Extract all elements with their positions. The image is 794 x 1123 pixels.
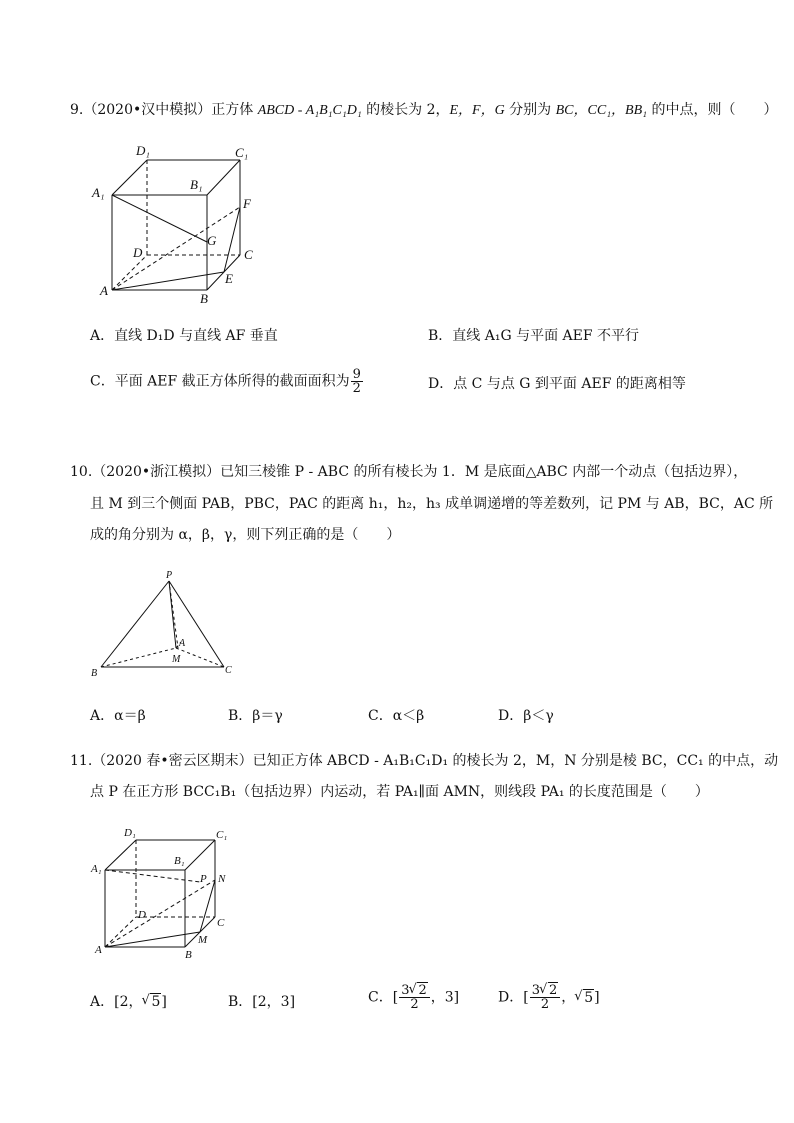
q11-option-a-pre: A．[2， [90, 994, 143, 1010]
q11-option-d[interactable] [498, 984, 600, 1011]
label-b1: B₁ [190, 177, 203, 192]
q10-option-b[interactable]: B．β＝γ [228, 708, 283, 724]
q11-number: 11. [70, 753, 93, 769]
q11-option-c-fraction [399, 984, 430, 1011]
label-e: E [225, 271, 233, 286]
label-d1: D₁ [136, 143, 150, 158]
q10-line2: 且 M 到三个侧面 PAB，PBC，PAC 的距离 h₁，h₂，h₃ 成单调递增的等差数列，记 PM 与 AB，BC，AC 所 [90, 496, 774, 512]
q9-option-c-fraction [351, 368, 363, 395]
label-a1: A₁ [91, 863, 102, 875]
label-b: B [91, 668, 98, 679]
q10-tetrahedron-figure [88, 568, 248, 683]
q10-option-c[interactable]: C．α＜β [368, 708, 425, 724]
q11-option-d-post: ] [594, 989, 600, 1006]
q9-option-d[interactable]: D．点 C 与点 G 到平面 AEF 的距离相等 [428, 376, 686, 392]
q9-stem-b: 的棱长为 2， [361, 102, 450, 118]
q11-option-d-fraction [530, 984, 561, 1011]
label-c: C [244, 247, 253, 262]
q11-option-d-mid: ， [561, 989, 576, 1006]
fraction-num: 9 [352, 367, 361, 382]
q10-option-a[interactable]: A．α＝β [90, 708, 146, 724]
label-a: A [100, 283, 108, 298]
sqrt-2 [540, 984, 558, 997]
q9-cube-svg [90, 135, 270, 310]
q11-option-a[interactable] [90, 992, 167, 1012]
q9-option-b[interactable]: B．直线 A₁G 与平面 AEF 不平行 [428, 328, 640, 344]
label-c: C [217, 917, 225, 929]
q10-source: （2020•浙江模拟） [92, 464, 221, 480]
sqrt-5 [142, 992, 161, 1012]
label-p: P [200, 873, 207, 885]
label-d: D [138, 909, 146, 921]
q9-option-c-text: C．平面 AEF 截正方体所得的截面面积为 [90, 373, 350, 390]
q10-option-d[interactable]: D．β＜γ [498, 708, 554, 724]
q10-tetrahedron-svg [88, 568, 248, 683]
q11-source: （2020 春•密云区期末） [92, 753, 253, 769]
q11-option-b[interactable]: B．[2，3] [228, 994, 296, 1010]
rad: 2 [418, 983, 427, 998]
q9-option-a[interactable]: A．直线 D₁D 与直线 AF 垂直 [90, 328, 278, 344]
q11-cube-figure [88, 822, 248, 962]
q11-line1 [70, 751, 779, 771]
q11-option-c-post: ，3] [430, 989, 460, 1006]
label-b: B [200, 291, 208, 306]
label-b1: B₁ [174, 855, 185, 867]
q10-line3: 成的角分别为 α，β，γ，则下列正确的是（ ） [90, 527, 401, 543]
q9-source: （2020•汉中模拟） [83, 102, 212, 118]
q11-option-d-pre: D．[ [498, 989, 529, 1006]
q9-stem-a: 正方体 [211, 102, 258, 118]
q10-line1-text: 已知三棱锥 P - ABC 的所有棱长为 1．M 是底面△ABC 内部一个动点（包括边界）， [220, 464, 748, 480]
sqrt-5 [575, 988, 594, 1008]
label-a1: A₁ [92, 185, 105, 200]
q11-line2: 点 P 在正方形 BCC₁B₁（包括边界）内运动，若 PA₁∥面 AMN，则线段 PA₁ 的长度范围是（ ） [90, 784, 709, 800]
q11-option-c[interactable] [368, 984, 459, 1011]
q10-line1 [70, 462, 748, 482]
q9-points: E，F，G [449, 103, 505, 118]
fraction-den: 2 [540, 997, 550, 1012]
fraction-den: 2 [352, 381, 361, 396]
q9-stem-c: 分别为 [504, 102, 556, 118]
coef: 3 [531, 983, 540, 998]
rad: 5 [584, 989, 594, 1006]
sqrt-2 [409, 984, 427, 997]
q9-stem-d: 的中点，则（ ） [647, 102, 778, 118]
coef: 3 [401, 983, 410, 998]
label-p: P [166, 570, 173, 581]
fraction-num [399, 984, 430, 998]
q9-edges: BC，CC₁，BB₁ [555, 103, 648, 118]
label-c1: C₁ [216, 829, 228, 841]
label-b: B [185, 949, 192, 961]
q11-cube-svg [88, 822, 248, 962]
q10-number: 10. [70, 464, 93, 480]
label-n: N [218, 873, 226, 885]
q9-option-c[interactable] [90, 368, 364, 395]
label-c1: C₁ [235, 145, 249, 160]
q9-cube-figure [90, 135, 270, 310]
q11-option-c-pre: C．[ [368, 989, 399, 1006]
label-f: F [243, 196, 251, 211]
fraction-num [530, 984, 561, 998]
label-m: M [198, 934, 208, 946]
label-a: A [179, 638, 186, 649]
q11-option-a-rad: 5 [151, 994, 161, 1010]
label-d1: D₁ [124, 827, 136, 839]
fraction-den: 2 [410, 997, 419, 1012]
label-d: D [133, 245, 143, 260]
label-c: C [225, 665, 232, 676]
label-m: M [172, 654, 181, 665]
q9-stem [70, 100, 778, 121]
label-g: G [207, 233, 217, 248]
label-a: A [95, 944, 102, 956]
q9-number: 9. [70, 102, 84, 118]
q9-cube-name: ABCD - A₁B₁C₁D₁ [257, 103, 362, 118]
q11-option-a-post: ] [161, 994, 167, 1010]
q11-line1-text: 已知正方体 ABCD - A₁B₁C₁D₁ 的棱长为 2，M，N 分别是棱 BC，CC₁ 的中点，动 [252, 753, 779, 769]
rad: 2 [548, 983, 558, 998]
